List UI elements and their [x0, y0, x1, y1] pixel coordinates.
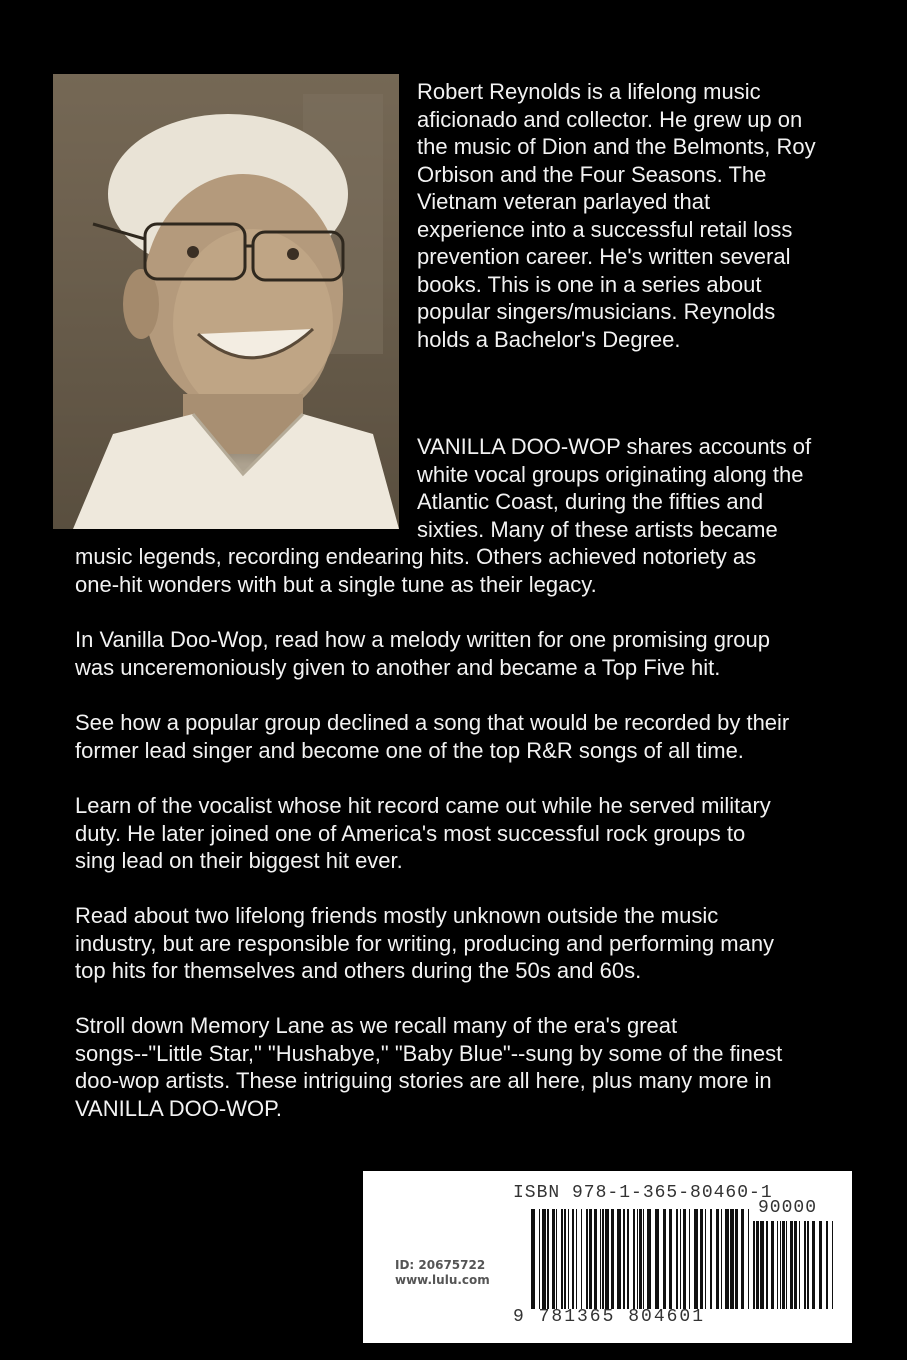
paragraph-line: VANILLA DOO-WOP. — [75, 1095, 283, 1121]
barcode-bar — [771, 1221, 774, 1309]
barcode-bar — [716, 1209, 719, 1309]
barcode-bar — [780, 1221, 781, 1309]
intro-line: Atlantic Coast, during the fifties and — [417, 489, 764, 514]
barcode-bar — [617, 1209, 621, 1309]
barcode-bar — [564, 1209, 566, 1309]
barcode-bar — [777, 1221, 778, 1309]
ean-barcode — [531, 1209, 749, 1309]
barcode-bar — [586, 1209, 588, 1309]
barcode-bar — [637, 1209, 638, 1309]
barcode-bar — [721, 1209, 722, 1309]
barcode-bar — [680, 1209, 681, 1309]
barcode-bar — [655, 1209, 659, 1309]
barcode-bar — [633, 1209, 635, 1309]
barcode-bar — [676, 1209, 678, 1309]
barcode-bar — [748, 1209, 749, 1309]
paragraph-line: Learn of the vocalist whose hit record came out while he served military — [75, 793, 771, 818]
barcode-bar — [705, 1209, 706, 1309]
paragraph-declined-song — [75, 709, 789, 764]
isbn-barcode-box — [363, 1171, 852, 1343]
barcode-bar — [725, 1209, 729, 1309]
paragraph-line: songs--"Little Star," "Hushabye," "Baby Blue"--sung by some of the finest — [75, 1040, 783, 1066]
barcode-bar — [643, 1209, 644, 1309]
bio-line: aficionado and collector. He grew up on — [417, 106, 803, 132]
barcode-bar — [605, 1209, 609, 1309]
barcode-digits: 9 781365 804601 — [513, 1307, 706, 1327]
paragraph-line: See how a popular group declined a song that would be recorded by their — [75, 710, 790, 735]
barcode-bar — [552, 1209, 555, 1309]
barcode-bar — [600, 1209, 601, 1309]
paragraph-line: duty. He later joined one of America's most successful rock groups to — [75, 820, 746, 846]
barcode-bar — [786, 1221, 787, 1309]
barcode-bar — [804, 1221, 806, 1309]
barcode-bar — [832, 1221, 833, 1309]
barcode-bar — [760, 1221, 764, 1309]
barcode-bar — [663, 1209, 666, 1309]
paragraph-line: sing lead on their biggest hit ever. — [75, 848, 403, 873]
barcode-bar — [627, 1209, 629, 1309]
barcode-bar — [547, 1209, 549, 1309]
paragraph-melody — [75, 626, 770, 681]
barcode-bar — [568, 1209, 569, 1309]
paragraph-friends — [75, 902, 774, 985]
author-bio — [417, 78, 816, 353]
barcode-bar — [589, 1209, 592, 1309]
barcode-bar — [561, 1209, 563, 1309]
barcode-bar — [572, 1209, 574, 1309]
barcode-bar — [753, 1221, 755, 1309]
barcode-bar — [782, 1221, 785, 1309]
bio-line: popular singers/musicians. Reynolds — [417, 299, 776, 324]
barcode-bar — [730, 1209, 734, 1309]
bio-line: Robert Reynolds is a lifelong music — [417, 79, 761, 104]
lulu-id: ID: 20675722 — [395, 1258, 486, 1272]
paragraph-line: top hits for themselves and others during the 50s and 60s. — [75, 958, 642, 983]
barcode-bar — [799, 1221, 800, 1309]
barcode-bar — [602, 1209, 604, 1309]
barcode-bar — [611, 1209, 614, 1309]
intro-line: white vocal groups originating along the — [417, 461, 804, 487]
intro-line: music legends, recording endearing hits. Others achieved notoriety as — [75, 544, 757, 569]
paragraph-line: industry, but are responsible for writing, producing and performing many — [75, 930, 775, 956]
barcode-bar — [556, 1209, 557, 1309]
barcode-bar — [581, 1209, 582, 1309]
barcode-bar — [741, 1209, 744, 1309]
paragraph-line: was unceremoniously given to another and became a Top Five hit. — [75, 654, 721, 680]
paragraph-line: In Vanilla Doo-Wop, read how a melody written for one promising group — [75, 627, 770, 652]
bio-line: experience into a successful retail loss — [417, 216, 793, 242]
bio-line: prevention career. He's written several — [417, 244, 791, 269]
barcode-bar — [710, 1209, 712, 1309]
paragraph-memory-lane — [75, 1012, 782, 1122]
paragraph-vocalist — [75, 792, 771, 875]
bio-line: holds a Bachelor's Degree. — [417, 326, 681, 352]
barcode-bar — [826, 1221, 828, 1309]
intro-line: sixties. Many of these artists became — [417, 516, 778, 542]
barcode-bar — [539, 1209, 540, 1309]
barcode-bar — [794, 1221, 797, 1309]
book-intro — [75, 433, 811, 598]
isbn-label: ISBN 978-1-365-80460-1 — [513, 1183, 773, 1203]
intro-line: one-hit wonders with but a single tune as their legacy. — [75, 571, 597, 597]
barcode-bar — [790, 1221, 793, 1309]
bio-line: Orbison and the Four Seasons. The — [417, 161, 767, 187]
barcode-bar — [735, 1209, 738, 1309]
barcode-bar — [647, 1209, 651, 1309]
barcode-bar — [756, 1221, 759, 1309]
bio-line: the music of Dion and the Belmonts, Roy — [417, 134, 816, 159]
intro-line: VANILLA DOO-WOP shares accounts of — [417, 434, 812, 459]
barcode-bar — [819, 1221, 822, 1309]
barcode-bar — [669, 1209, 672, 1309]
barcode-bar — [766, 1221, 768, 1309]
barcode-bar — [683, 1209, 686, 1309]
barcode-bar — [812, 1221, 815, 1309]
bio-line: Vietnam veteran parlayed that — [417, 189, 711, 214]
bio-line: books. This is one in a series about — [417, 271, 762, 297]
paragraph-line: Stroll down Memory Lane as we recall many of the era's great — [75, 1013, 678, 1038]
barcode-bar — [623, 1209, 625, 1309]
barcode-bar — [531, 1209, 535, 1309]
paragraph-line: doo-wop artists. These intriguing stories are all here, plus many more in — [75, 1068, 772, 1093]
paragraph-line: former lead singer and become one of the top R&R songs of all time. — [75, 737, 744, 763]
barcode-bar — [542, 1209, 546, 1309]
price-addon-barcode — [753, 1221, 833, 1309]
lulu-url: www.lulu.com — [395, 1273, 490, 1287]
barcode-bar — [576, 1209, 577, 1309]
barcode-bar — [594, 1209, 597, 1309]
paragraph-line: Read about two lifelong friends mostly unknown outside the music — [75, 903, 719, 928]
barcode-bar — [639, 1209, 642, 1309]
barcode-bar — [807, 1221, 809, 1309]
price-code: 90000 — [758, 1198, 818, 1218]
barcode-bar — [694, 1209, 698, 1309]
barcode-bar — [689, 1209, 690, 1309]
barcode-bar — [700, 1209, 703, 1309]
